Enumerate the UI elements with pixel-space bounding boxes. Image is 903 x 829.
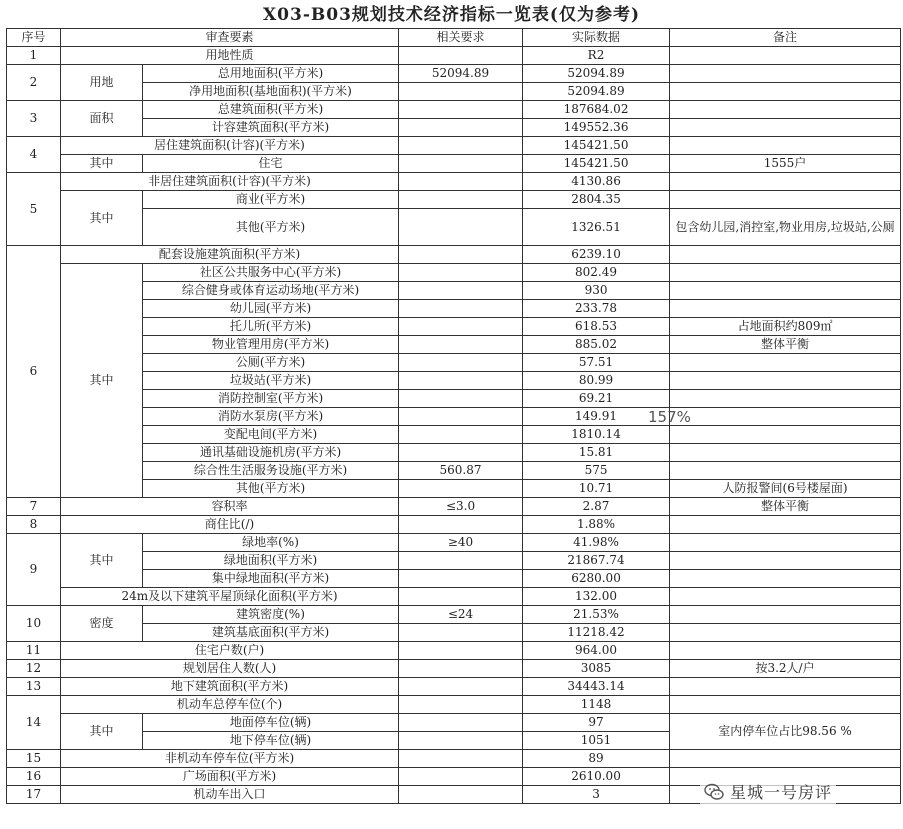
- row-val: 41.98%: [523, 534, 670, 552]
- row-item: 绿地率(%): [143, 534, 399, 552]
- row-note: 按3.2人/户: [670, 660, 901, 678]
- row-val: 15.81: [523, 444, 670, 462]
- row-val: 4130.86: [523, 173, 670, 191]
- row-item: 规划居住人数(人): [61, 660, 399, 678]
- row-note: [670, 588, 901, 606]
- row-note: 室内停车位占比98.56 %: [670, 714, 901, 750]
- row-item: 非机动车停车位(平方米): [61, 750, 399, 768]
- row-item: 机动车总停车位(个): [61, 696, 399, 714]
- row-group: 其中: [61, 191, 143, 246]
- row-note: 占地面积约809㎡: [670, 318, 901, 336]
- row-no: 3: [7, 101, 61, 137]
- row-note: [670, 300, 901, 318]
- row-val: 11218.42: [523, 624, 670, 642]
- table-row: [7, 173, 901, 191]
- row-note: [670, 372, 901, 390]
- row-val: 89: [523, 750, 670, 768]
- row-req: [399, 209, 523, 246]
- row-group: 其中: [61, 534, 143, 588]
- row-item: 净用地面积(基地面积)(平方米): [143, 83, 399, 101]
- table-row: [7, 155, 901, 173]
- row-val: 145421.50: [523, 137, 670, 155]
- row-req: ≤3.0: [399, 498, 523, 516]
- row-note: [670, 516, 901, 534]
- header-req: 相关要求: [399, 29, 523, 47]
- row-no: 2: [7, 65, 61, 101]
- row-item: 地下停车位(辆): [143, 732, 399, 750]
- row-note: [670, 65, 901, 83]
- row-item: 商住比(/): [61, 516, 399, 534]
- row-group: 其中: [61, 155, 143, 173]
- row-note: [670, 696, 901, 714]
- table-row: [7, 191, 901, 209]
- row-item: 公厕(平方米): [143, 354, 399, 372]
- row-item: 变配电间(平方米): [143, 426, 399, 444]
- row-val: 149.91: [523, 408, 670, 426]
- row-item: 消防控制室(平方米): [143, 390, 399, 408]
- row-note: 整体平衡: [670, 336, 901, 354]
- row-item: 其他(平方米): [143, 209, 399, 246]
- row-no: 15: [7, 750, 61, 768]
- row-req: [399, 372, 523, 390]
- row-req: [399, 119, 523, 137]
- row-item: 地面停车位(辆): [143, 714, 399, 732]
- row-req: [399, 390, 523, 408]
- table-row: [7, 678, 901, 696]
- row-no: 13: [7, 678, 61, 696]
- row-val: 1.88%: [523, 516, 670, 534]
- row-req: [399, 588, 523, 606]
- row-note: [670, 191, 901, 209]
- row-req: [399, 480, 523, 498]
- watermark-text: 星城一号房评: [730, 783, 833, 802]
- row-req: [399, 246, 523, 264]
- row-item: 社区公共服务中心(平方米): [143, 264, 399, 282]
- table-row: [7, 642, 901, 660]
- row-val: 34443.14: [523, 678, 670, 696]
- table-row: [7, 65, 901, 83]
- row-item: 用地性质: [61, 47, 399, 65]
- row-val: 187684.02: [523, 101, 670, 119]
- row-note: [670, 642, 901, 660]
- row-item: 通讯基础设施机房(平方米): [143, 444, 399, 462]
- row-val: 69.21: [523, 390, 670, 408]
- row-req: [399, 155, 523, 173]
- row-req: [399, 750, 523, 768]
- row-note: [670, 101, 901, 119]
- row-item: 建筑基底面积(平方米): [143, 624, 399, 642]
- row-req: 52094.89: [399, 65, 523, 83]
- header-note: 备注: [670, 29, 901, 47]
- row-note: [670, 390, 901, 408]
- row-req: [399, 264, 523, 282]
- row-req: [399, 714, 523, 732]
- row-no: 16: [7, 768, 61, 786]
- table-row: [7, 714, 901, 732]
- header-no: 序号: [7, 29, 61, 47]
- row-req: [399, 101, 523, 119]
- row-val: 6239.10: [523, 246, 670, 264]
- row-req: [399, 300, 523, 318]
- row-note: [670, 750, 901, 768]
- row-note: [670, 624, 901, 642]
- row-item: 综合健身或体育运动场地(平方米): [143, 282, 399, 300]
- row-req: [399, 282, 523, 300]
- row-item: 绿地面积(平方米): [143, 552, 399, 570]
- row-req: [399, 570, 523, 588]
- row-no: 10: [7, 606, 61, 642]
- row-group: 面积: [61, 101, 143, 137]
- table-title: X03-B03规划技术经济指标一览表(仅为参考): [262, 5, 640, 25]
- row-note: [670, 606, 901, 624]
- row-note: [670, 246, 901, 264]
- row-val: 10.71: [523, 480, 670, 498]
- row-item: 集中绿地面积(平方米): [143, 570, 399, 588]
- table-row: [7, 101, 901, 119]
- row-group: 用地: [61, 65, 143, 101]
- row-val: 1326.51: [523, 209, 670, 246]
- row-val: 618.53: [523, 318, 670, 336]
- row-no: 17: [7, 786, 61, 804]
- row-val: 80.99: [523, 372, 670, 390]
- overlay-percentage: 157%: [648, 408, 691, 426]
- row-req: [399, 660, 523, 678]
- row-req: [399, 678, 523, 696]
- row-val: 3085: [523, 660, 670, 678]
- row-note: [670, 462, 901, 480]
- header-row: [7, 29, 901, 47]
- row-val: 52094.89: [523, 65, 670, 83]
- table-row: [7, 588, 901, 606]
- row-item: 垃圾站(平方米): [143, 372, 399, 390]
- row-item: 总建筑面积(平方米): [143, 101, 399, 119]
- row-val: 21.53%: [523, 606, 670, 624]
- row-no: 6: [7, 246, 61, 498]
- row-val: 802.49: [523, 264, 670, 282]
- row-item: 托儿所(平方米): [143, 318, 399, 336]
- row-note: [670, 173, 901, 191]
- row-item: 消防水泵房(平方米): [143, 408, 399, 426]
- row-item: 综合性生活服务设施(平方米): [143, 462, 399, 480]
- row-note: [670, 408, 901, 426]
- row-item: 住宅户数(户): [61, 642, 399, 660]
- row-val: 1810.14: [523, 426, 670, 444]
- row-item: 地下建筑面积(平方米): [61, 678, 399, 696]
- row-item: 机动车出入口: [61, 786, 399, 804]
- row-req: [399, 732, 523, 750]
- row-item: 总用地面积(平方米): [143, 65, 399, 83]
- row-req: [399, 768, 523, 786]
- row-req: [399, 354, 523, 372]
- row-req: [399, 137, 523, 155]
- row-val: 145421.50: [523, 155, 670, 173]
- row-val: 132.00: [523, 588, 670, 606]
- row-item: 计容建筑面积(平方米): [143, 119, 399, 137]
- row-group: 其中: [61, 264, 143, 498]
- row-note: [670, 47, 901, 65]
- row-item: 容积率: [61, 498, 399, 516]
- row-note: 包含幼儿园,消控室,物业用房,垃圾站,公厕: [670, 209, 901, 246]
- row-no: 1: [7, 47, 61, 65]
- row-val: 149552.36: [523, 119, 670, 137]
- row-item: 24m及以下建筑平屋顶绿化面积(平方米): [61, 588, 399, 606]
- row-req: [399, 624, 523, 642]
- table-row: [7, 498, 901, 516]
- row-req: 560.87: [399, 462, 523, 480]
- row-val: 2610.00: [523, 768, 670, 786]
- table-row: [7, 750, 901, 768]
- header-val: 实际数据: [523, 29, 670, 47]
- row-item: 非居住建筑面积(计容)(平方米): [61, 173, 399, 191]
- table-row: [7, 516, 901, 534]
- table-row: [7, 47, 901, 65]
- table-row: [7, 264, 901, 282]
- indicator-table: [6, 28, 901, 804]
- row-item: 住宅: [143, 155, 399, 173]
- row-req: [399, 83, 523, 101]
- row-note: 人防报警间(6号楼屋面): [670, 480, 901, 498]
- row-no: 11: [7, 642, 61, 660]
- row-req: [399, 552, 523, 570]
- row-req: [399, 408, 523, 426]
- row-no: 5: [7, 173, 61, 246]
- row-item: 其他(平方米): [143, 480, 399, 498]
- row-note: [670, 83, 901, 101]
- row-group: 其中: [61, 714, 143, 750]
- row-val: 575: [523, 462, 670, 480]
- row-note: [670, 678, 901, 696]
- table-row: [7, 660, 901, 678]
- row-no: 9: [7, 534, 61, 606]
- row-req: [399, 47, 523, 65]
- row-val: 233.78: [523, 300, 670, 318]
- header-item: 审查要素: [61, 29, 399, 47]
- row-req: [399, 786, 523, 804]
- row-req: [399, 696, 523, 714]
- row-note: [670, 534, 901, 552]
- row-val: 3: [523, 786, 670, 804]
- row-req: [399, 336, 523, 354]
- row-req: [399, 516, 523, 534]
- row-item: 物业管理用房(平方米): [143, 336, 399, 354]
- row-val: 964.00: [523, 642, 670, 660]
- row-req: ≥40: [399, 534, 523, 552]
- row-note: [670, 426, 901, 444]
- table-row: [7, 137, 901, 155]
- row-val: 2804.35: [523, 191, 670, 209]
- row-val: R2: [523, 47, 670, 65]
- row-val: 21867.74: [523, 552, 670, 570]
- row-item: 配套设施建筑面积(平方米): [61, 246, 399, 264]
- row-note: [670, 570, 901, 588]
- row-no: 8: [7, 516, 61, 534]
- row-note: [670, 444, 901, 462]
- wechat-icon: [704, 782, 724, 802]
- row-no: 12: [7, 660, 61, 678]
- row-val: 1148: [523, 696, 670, 714]
- row-item: 幼儿园(平方米): [143, 300, 399, 318]
- row-val: 52094.89: [523, 83, 670, 101]
- row-req: ≤24: [399, 606, 523, 624]
- row-val: 930: [523, 282, 670, 300]
- row-item: 广场面积(平方米): [61, 768, 399, 786]
- row-item: 建筑密度(%): [143, 606, 399, 624]
- row-group: 密度: [61, 606, 143, 642]
- row-note: [670, 552, 901, 570]
- row-req: [399, 642, 523, 660]
- row-note: 1555户: [670, 155, 901, 173]
- row-note: [670, 282, 901, 300]
- row-val: 1051: [523, 732, 670, 750]
- row-no: 4: [7, 137, 61, 173]
- row-req: [399, 173, 523, 191]
- row-note: 整体平衡: [670, 498, 901, 516]
- row-val: 2.87: [523, 498, 670, 516]
- row-item: 商业(平方米): [143, 191, 399, 209]
- row-item: 居住建筑面积(计容)(平方米): [61, 137, 399, 155]
- table-row: [7, 606, 901, 624]
- row-note: [670, 264, 901, 282]
- row-req: [399, 191, 523, 209]
- table-row: [7, 534, 901, 552]
- row-note: [670, 354, 901, 372]
- row-val: 57.51: [523, 354, 670, 372]
- row-val: 6280.00: [523, 570, 670, 588]
- row-note: [670, 119, 901, 137]
- row-no: 7: [7, 498, 61, 516]
- table-row: [7, 696, 901, 714]
- row-req: [399, 444, 523, 462]
- row-req: [399, 426, 523, 444]
- table-row: [7, 246, 901, 264]
- row-no: 14: [7, 696, 61, 750]
- row-val: 885.02: [523, 336, 670, 354]
- watermark: [700, 778, 836, 805]
- row-val: 97: [523, 714, 670, 732]
- row-req: [399, 318, 523, 336]
- row-note: [670, 137, 901, 155]
